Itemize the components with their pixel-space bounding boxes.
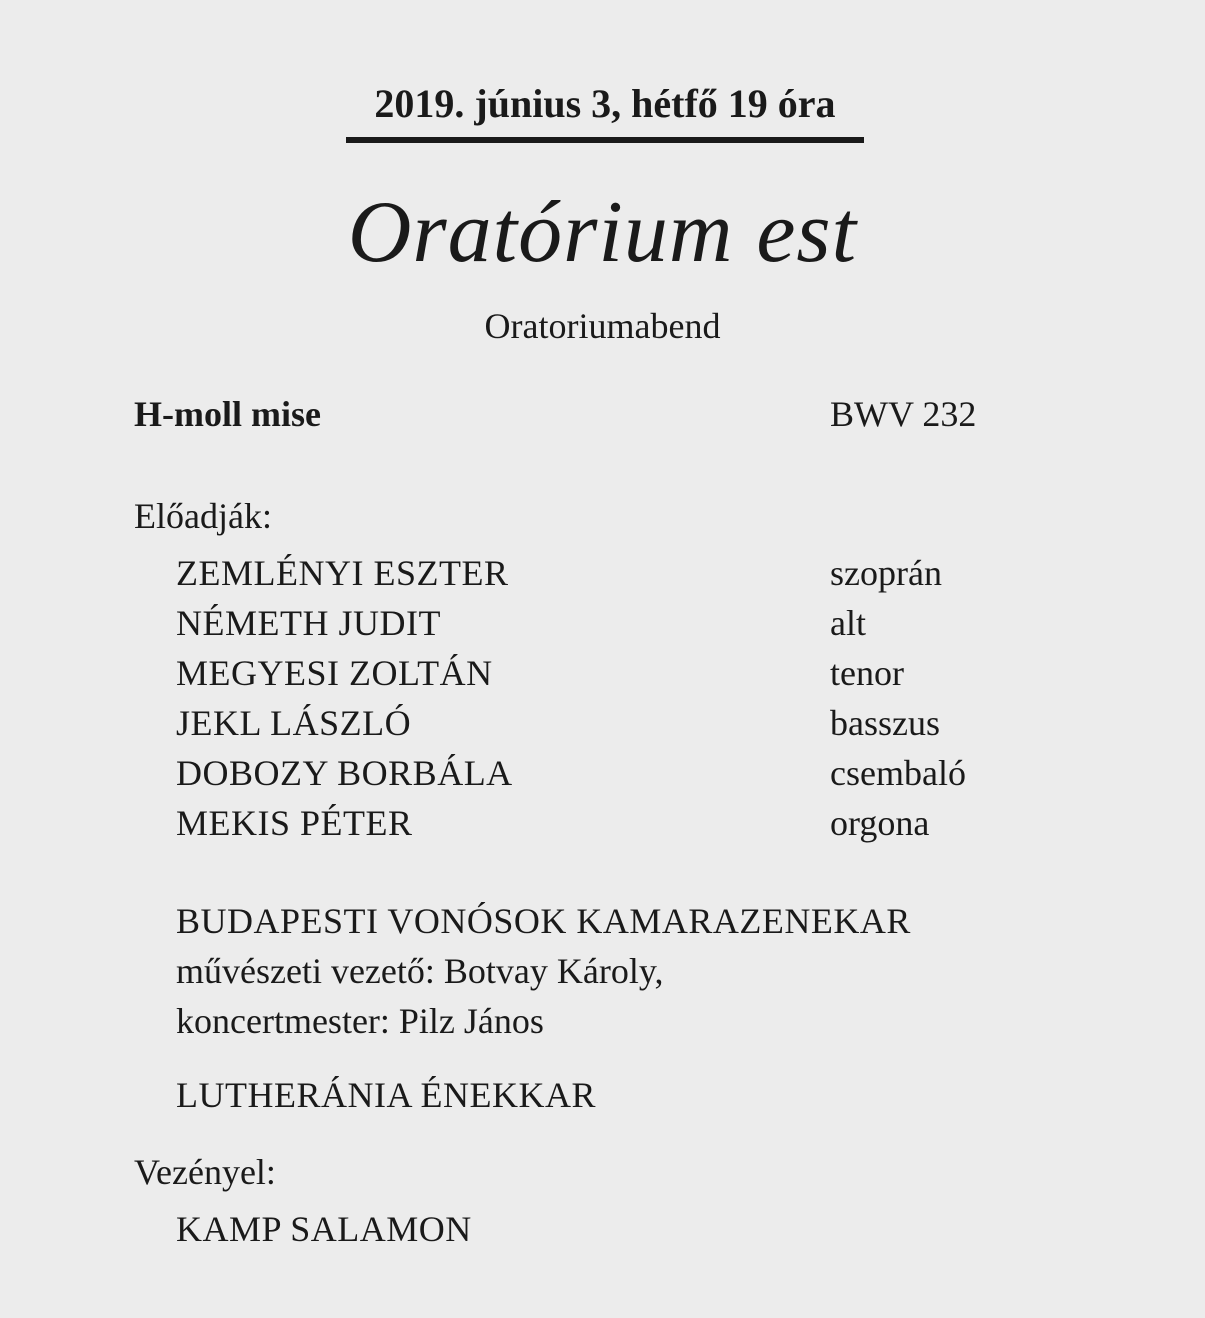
performer-name: MEGYESI ZOLTÁN bbox=[176, 653, 493, 693]
performer-name: JEKL LÁSZLÓ bbox=[176, 703, 412, 743]
performer-role: basszus bbox=[830, 703, 940, 743]
conductor-label: Vezényel: bbox=[134, 1152, 276, 1192]
performer-row bbox=[176, 748, 1076, 798]
performer-role: tenor bbox=[830, 653, 904, 693]
performer-name: MEKIS PÉTER bbox=[176, 803, 413, 843]
performer-row bbox=[176, 598, 1076, 648]
performer-role: csembaló bbox=[830, 753, 966, 793]
event-subtitle: Oratoriumabend bbox=[484, 306, 721, 346]
work-title: H-moll mise bbox=[134, 394, 321, 434]
conductor-name: KAMP SALAMON bbox=[176, 1209, 472, 1249]
performer-row bbox=[176, 798, 1076, 848]
performer-name: ZEMLÉNYI ESZTER bbox=[176, 553, 509, 593]
performer-name: NÉMETH JUDIT bbox=[176, 603, 441, 643]
performers-list bbox=[176, 548, 1076, 848]
orchestra-artistic-director: művészeti vezető: Botvay Károly, bbox=[176, 951, 664, 991]
performers-label: Előadják: bbox=[134, 496, 272, 536]
performer-row bbox=[176, 648, 1076, 698]
performer-role: orgona bbox=[830, 803, 930, 843]
performer-role: alt bbox=[830, 603, 866, 643]
performer-row bbox=[176, 698, 1076, 748]
performer-row bbox=[176, 548, 1076, 598]
work-catalog-number: BWV 232 bbox=[830, 394, 977, 434]
event-title: Oratórium est bbox=[347, 184, 858, 281]
performer-role: szoprán bbox=[830, 553, 942, 593]
date-underline bbox=[346, 137, 864, 143]
choir-name: LUTHERÁNIA ÉNEKKAR bbox=[176, 1075, 596, 1115]
orchestra-name: BUDAPESTI VONÓSOK KAMARAZENEKAR bbox=[176, 901, 911, 941]
orchestra-concertmaster: koncertmester: Pilz János bbox=[176, 1001, 544, 1041]
event-date: 2019. június 3, hétfő 19 óra bbox=[374, 81, 836, 126]
performer-name: DOBOZY BORBÁLA bbox=[176, 753, 513, 793]
